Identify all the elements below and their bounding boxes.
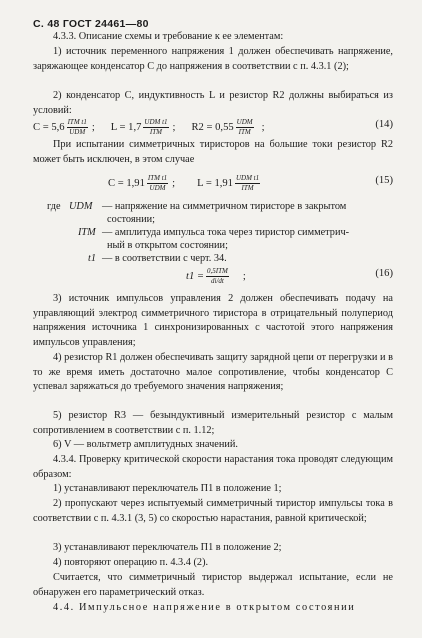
formula-15	[108, 171, 262, 195]
formula-15-l-numerator: UDM t1	[235, 173, 260, 182]
formula-15-l-fraction	[235, 174, 260, 193]
formula-16-lhs: t1 =	[186, 270, 205, 282]
formula-15-l-lhs: L = 1,91	[197, 177, 233, 189]
legend-where: где	[47, 201, 61, 212]
formula-16	[186, 264, 246, 288]
requirement-item-6: 6) V — вольтметр амплитудных значений.	[53, 439, 238, 450]
procedure-step-2: 2) пропускают через испытуемый симметричный тиристор импульсы тока в соответствии с п. 4.3.1 (3, 5) со скоростью нарастания, равной критической;	[33, 498, 393, 524]
requirement-item-2: 2) конденсатор С, индуктивность L и резистор R2 должны выбираться из условий:	[33, 90, 393, 116]
requirement-item-4: 4) резистор R1 должен обеспечивать защиту зарядной цепи от перегрузки и в то же время иметь достаточно малое сопротивление, чтобы конденсатор С успевал заряжаться до требуемого значения напряжения;	[33, 352, 393, 393]
formula-14-number: (14)	[375, 119, 393, 130]
formula-14-l-lhs: L = 1,7	[110, 121, 142, 133]
requirement-item-5: 5) резистор R3 — безындуктивный измерительный резистор с малым сопротивлением в соответствии с п. 1.12;	[33, 410, 393, 436]
formula-14-l-numerator: UDM t1	[144, 117, 168, 126]
legend-itm-symbol: ITM	[78, 227, 96, 238]
formula-15-separator: ;	[172, 177, 176, 189]
legend-udm-symbol: UDM	[69, 201, 93, 212]
legend-t1-symbol: t1	[88, 253, 97, 264]
formula-14-separator: ;	[261, 121, 265, 133]
procedure-step-3: 3) устанавливают переключатель П1 в положение 2;	[53, 542, 282, 553]
page-header: С. 48 ГОСТ 24461—80	[33, 18, 149, 30]
formula-15-c-denominator: UDM	[149, 183, 166, 192]
formula-14-c-lhs: C = 5,6	[33, 121, 65, 133]
formula-14-c-fraction	[67, 118, 88, 137]
legend-itm-text: — амплитуда импульса тока через тиристор симметрич-	[102, 227, 350, 238]
procedure-step-4: 4) повторяют операцию п. 4.3.4 (2).	[53, 557, 209, 568]
formula-14-c-denominator: UDM	[69, 127, 86, 136]
high-current-note: При испытании симметричных тиристоров на большие токи резистор R2 может быть исключен, в этом случае	[33, 139, 393, 165]
formula-14-c-numerator: ITM t1	[67, 117, 87, 126]
formula-16-denominator: di/dt	[211, 276, 224, 285]
conclusion-paragraph: Считается, что симметричный тиристор выдержал испытание, если не обнаружен его параметрический отказ.	[33, 572, 393, 598]
procedure-step-1: 1) устанавливают переключатель П1 в положение 1;	[53, 483, 282, 494]
formula-14-r-lhs: R2 = 0,55	[191, 121, 234, 133]
formula-16-separator: ;	[242, 270, 246, 282]
formula-14-l-denominator: ITM	[149, 127, 162, 136]
legend-udm-text: — напряжение на симметричном тиристоре в закрытом	[102, 201, 347, 212]
legend-udm-text-cont: состоянии;	[107, 214, 155, 225]
formula-14-l-fraction	[143, 118, 168, 137]
formula-14-r-numerator: UDM	[236, 117, 253, 126]
section-4-3-4: 4.3.4. Проверку критической скорости нарастания тока проводят следующим образом:	[33, 454, 393, 480]
formula-14-separator: ;	[91, 121, 95, 133]
formula-15-l-denominator: ITM	[241, 183, 254, 192]
formula-16-number: (16)	[375, 268, 393, 279]
section-4-3-3: 4.3.3. Описание схемы и требование к ее элементам:	[53, 31, 284, 42]
formula-16-numerator: 0,5ITM	[207, 266, 228, 275]
formula-15-c-fraction	[147, 174, 168, 193]
formula-14	[33, 115, 265, 139]
requirement-item-1: 1) источник переменного напряжения 1 должен обеспечивать напряжение, заряжающее конденсатор С до напряжения в соответствии с п. 4.3.1 (2);	[33, 46, 393, 72]
requirement-item-3: 3) источник импульсов управления 2 должен обеспечивать подачу на управляющий электрод симметричного тиристора в отрицательный полупериод напряжения источника 1 синхронизированных с частотой этого напряжения импульсов управления;	[33, 293, 393, 348]
legend-itm-text-cont: ный в открытом состоянии;	[107, 240, 228, 251]
legend-t1-text: — в соответствии с черт. 34.	[102, 253, 227, 264]
formula-14-separator: ;	[172, 121, 176, 133]
formula-14-r-fraction	[236, 118, 254, 137]
formula-16-fraction	[206, 267, 229, 286]
formula-15-c-numerator: ITM t1	[147, 173, 168, 182]
formula-15-number: (15)	[375, 175, 393, 186]
formula-15-c-lhs: C = 1,91	[108, 177, 145, 189]
section-4-4-heading: 4.4. Импульсное напряжение в открытом состоянии	[53, 602, 356, 613]
formula-14-r-denominator: ITM	[238, 127, 251, 136]
